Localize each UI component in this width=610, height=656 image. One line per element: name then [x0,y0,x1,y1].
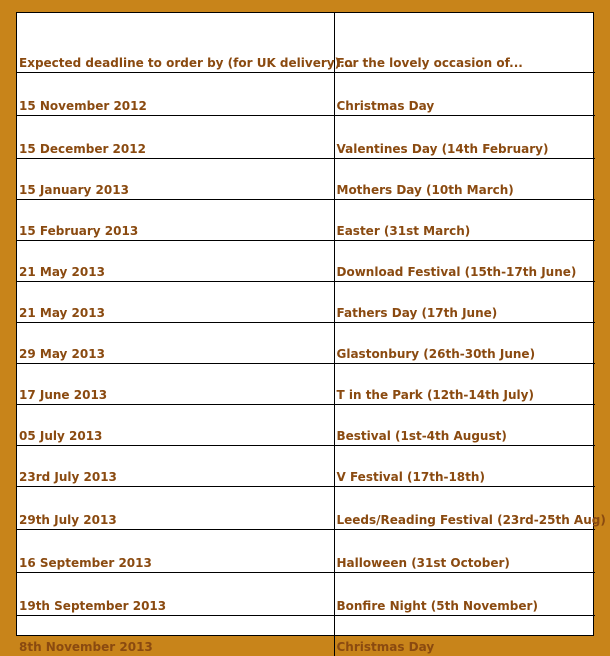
occasion-cell: Leeds/Reading Festival (23rd-25th Aug) [334,487,595,530]
deadline-table-sheet [16,12,606,654]
table-row [17,616,595,656]
occasion-cell: Halloween (31st October) [334,530,595,573]
occasion-cell: T in the Park (12th-14th July) [334,364,595,405]
table-row [17,573,595,616]
occasion-cell: Download Festival (15th-17th June) [334,241,595,282]
occasion-cell: Valentines Day (14th February) [334,116,595,159]
deadline-cell: 29 May 2013 [17,323,334,364]
header-deadline: Expected deadline to order by (for UK delivery)... [19,56,354,70]
deadline-cell: 8th November 2013 [17,616,334,656]
table-row [17,73,595,116]
deadline-cell: 23rd July 2013 [17,446,334,487]
table-row [17,487,595,530]
deadline-cell: 21 May 2013 [17,282,334,323]
table-row [17,446,595,487]
deadline-cell: 05 July 2013 [17,405,334,446]
table-row [17,530,595,573]
occasion-cell: Christmas Day [334,616,595,656]
table-row [17,405,595,446]
occasion-cell: Fathers Day (17th June) [334,282,595,323]
table-row [17,364,595,405]
occasion-cell: Mothers Day (10th March) [334,159,595,200]
deadline-cell: 15 February 2013 [17,200,334,241]
occasion-cell: Glastonbury (26th-30th June) [334,323,595,364]
occasion-cell: Easter (31st March) [334,200,595,241]
table-row [17,159,595,200]
deadline-cell: 21 May 2013 [17,241,334,282]
occasion-cell: Bonfire Night (5th November) [334,573,595,616]
occasion-cell: Christmas Day [334,73,595,116]
table-row [17,282,595,323]
deadline-cell: 17 June 2013 [17,364,334,405]
occasion-cell: Bestival (1st-4th August) [334,405,595,446]
deadline-cell: 19th September 2013 [17,573,334,616]
table-row [17,116,595,159]
deadline-cell: 15 January 2013 [17,159,334,200]
deadline-cell: 29th July 2013 [17,487,334,530]
table-row [17,323,595,364]
deadline-cell: 16 September 2013 [17,530,334,573]
deadline-table [17,13,606,656]
occasion-cell: V Festival (17th-18th) [334,446,595,487]
deadline-cell: 15 November 2012 [17,73,334,116]
table-row [17,241,595,282]
table-header-row [17,13,595,73]
header-occasion: For the lovely occasion of... [334,13,595,73]
table-row [17,200,595,241]
deadline-cell: 15 December 2012 [17,116,334,159]
